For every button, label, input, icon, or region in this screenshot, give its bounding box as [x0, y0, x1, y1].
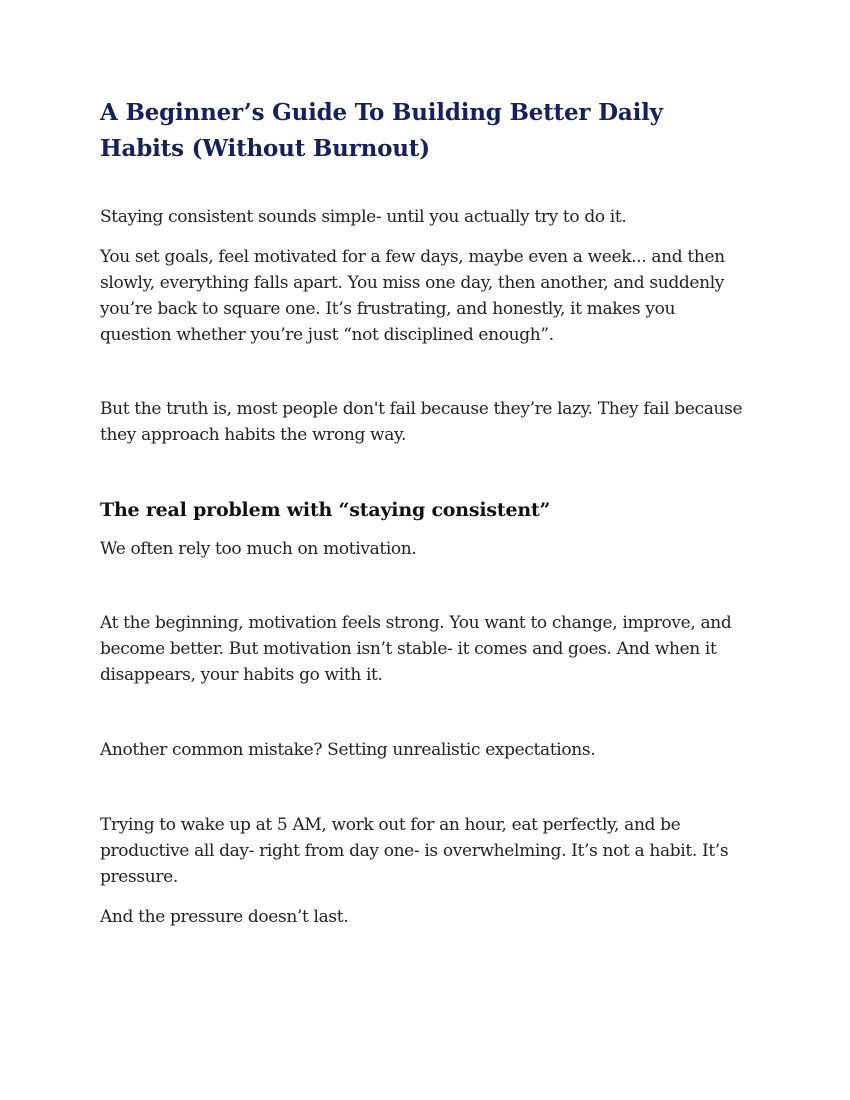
motivation-detail-paragraph: At the beginning, motivation feels strong. You want to change, improve, and become better. But motivation isn’t stable- it comes and goes. And when it disappears, your habits go with it.	[100, 613, 732, 685]
closing-paragraph: And the pressure doesn’t last.	[100, 907, 349, 927]
mistake-paragraph: Another common mistake? Setting unrealistic expectations.	[100, 740, 596, 760]
motivation-paragraph: We often rely too much on motivation.	[100, 539, 417, 559]
section-heading: The real problem with “staying consistent”	[100, 499, 551, 521]
intro-paragraph: Staying consistent sounds simple- until you actually try to do it.	[100, 207, 627, 227]
article-body	[100, 95, 750, 930]
problem-paragraph: You set goals, feel motivated for a few days, maybe even a week... and then slowly, everything falls apart. You miss one day, then another, and suddenly you’re back to square one. It’s frustrating, and honestly, it makes you question whether you’re just “not disciplined enough”.	[100, 247, 725, 345]
pressure-paragraph: Trying to wake up at 5 AM, work out for an hour, eat perfectly, and be productive all day- right from day one- is overwhelming. It’s not a habit. It’s pressure.	[100, 815, 729, 887]
page-title: A Beginner’s Guide To Building Better Daily Habits (Without Burnout)	[100, 99, 663, 162]
truth-paragraph: But the truth is, most people don't fail because they’re lazy. They fail because they approach habits the wrong way.	[100, 399, 743, 445]
